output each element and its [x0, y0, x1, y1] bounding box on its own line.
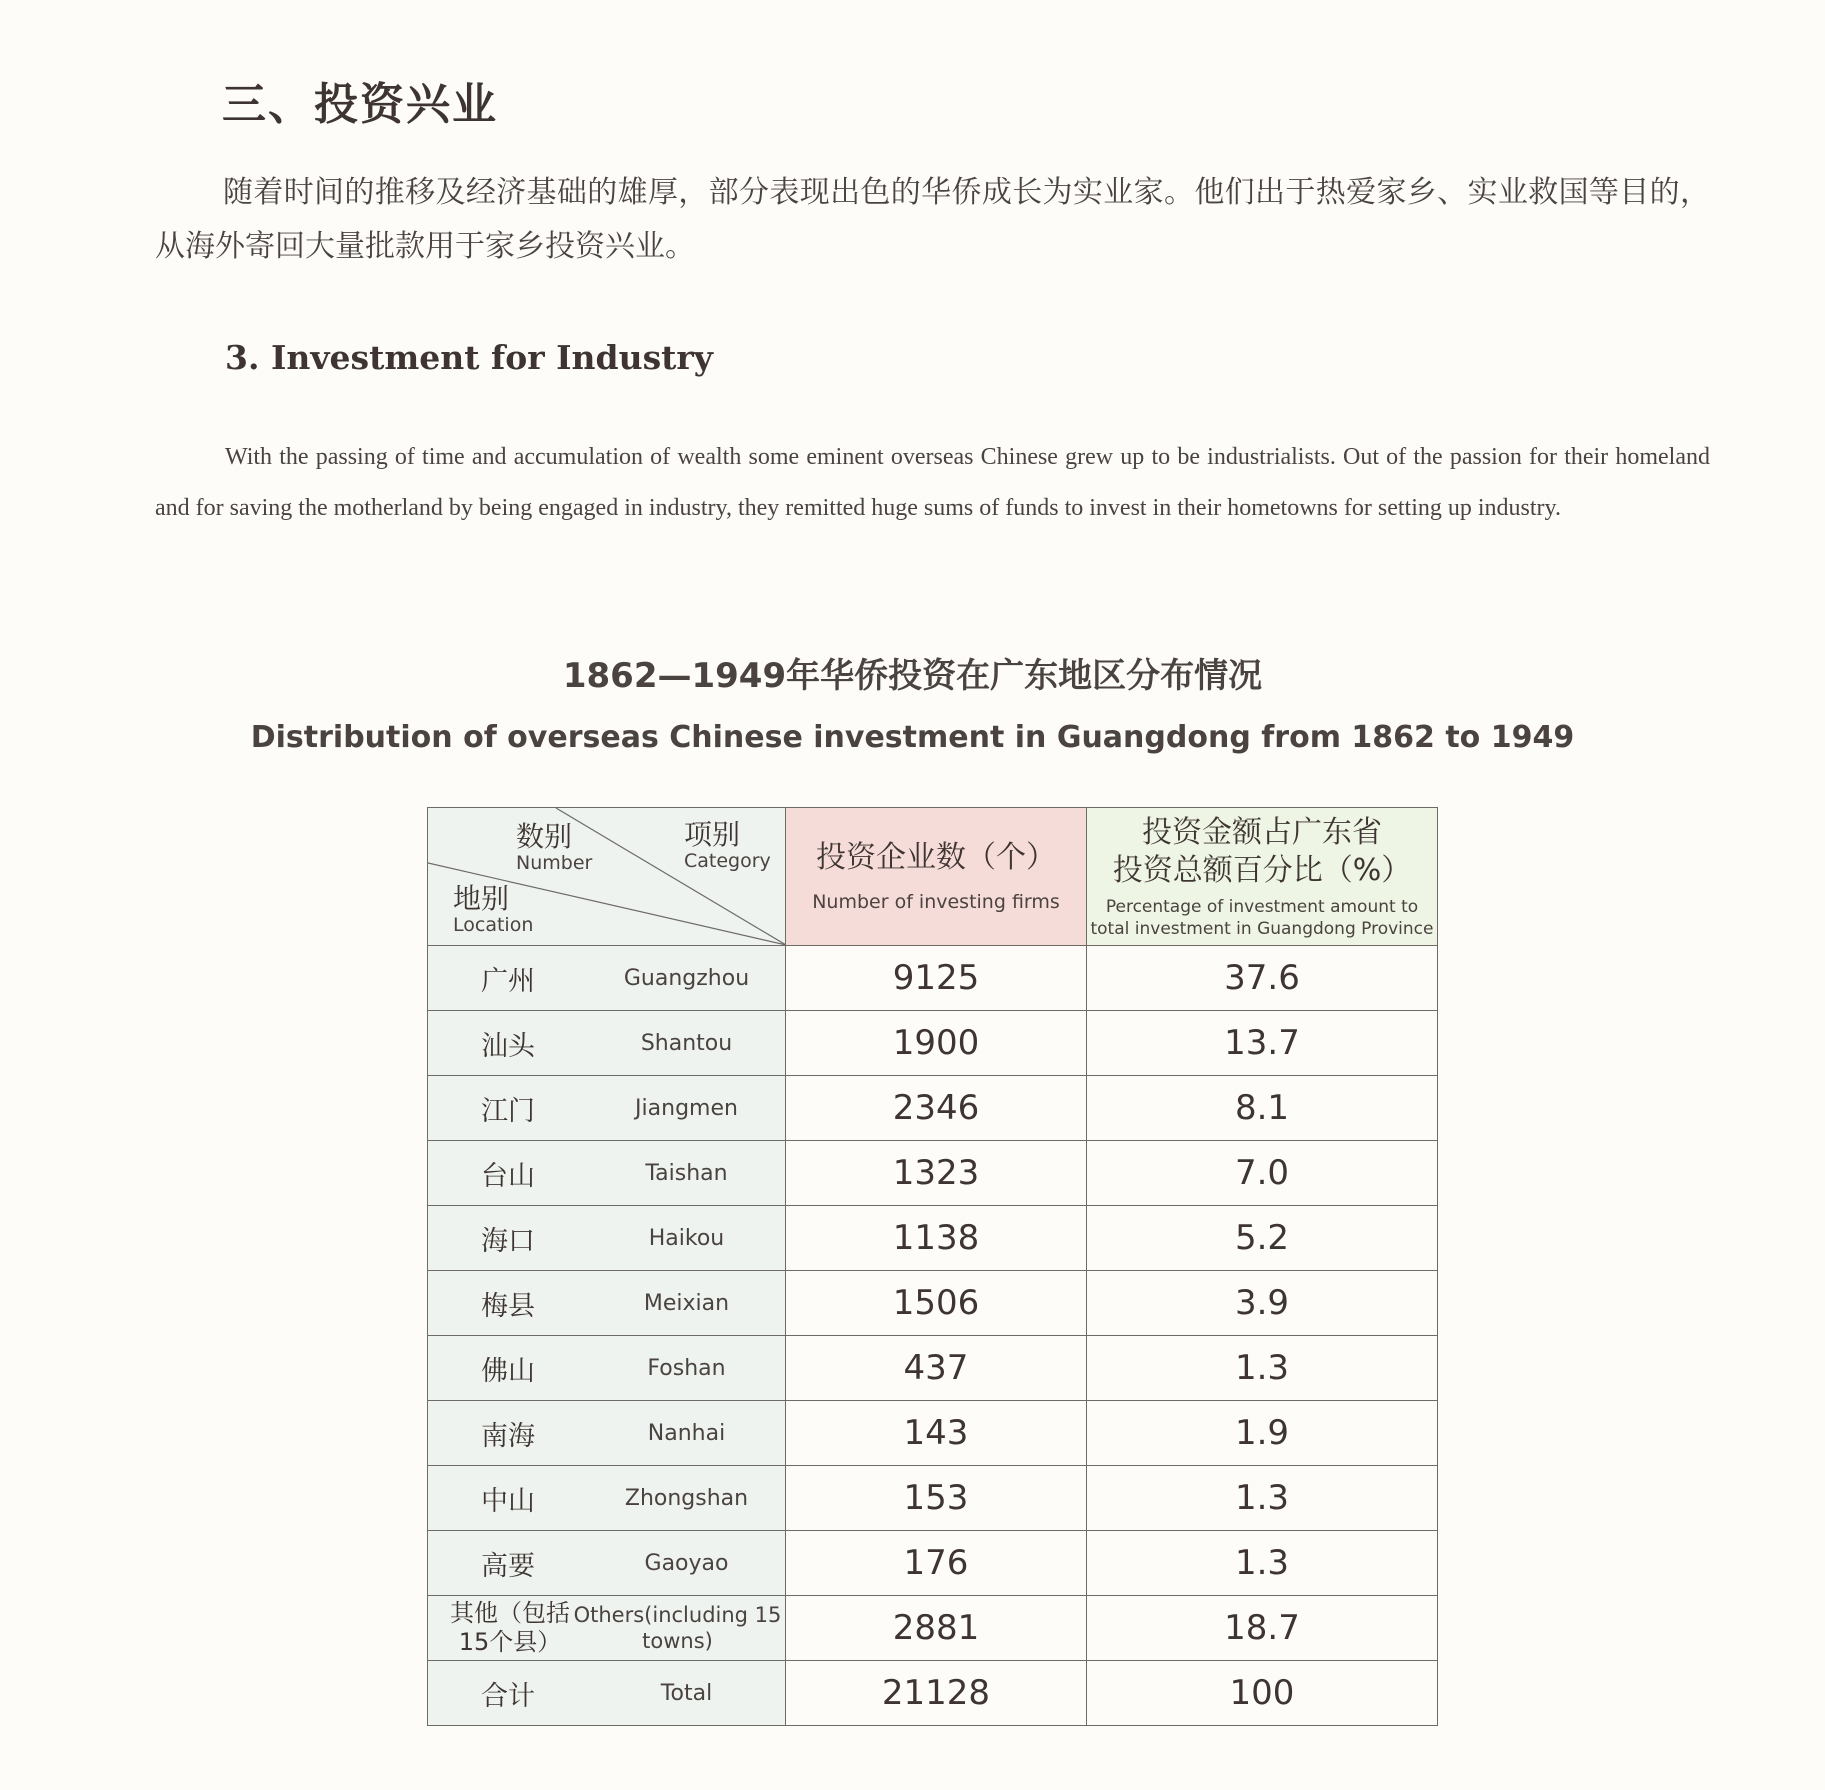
location-cell: 台山 Taishan — [428, 1141, 786, 1206]
header-investment-percentage: 投资金额占广东省 投资总额百分比（%） Percentage of investment amount to total investment in Guangdong Province — [1087, 808, 1438, 946]
percentage-cell: 7.0 — [1087, 1141, 1438, 1206]
corner-number-label: 数别 Number — [516, 820, 593, 874]
percentage-cell: 18.7 — [1087, 1596, 1438, 1661]
corner-location-label: 地别 Location — [453, 882, 534, 936]
table-row — [428, 1596, 1438, 1661]
location-cell: 汕头 Shantou — [428, 1011, 786, 1076]
percentage-cell: 1.9 — [1087, 1401, 1438, 1466]
table-row — [428, 1336, 1438, 1401]
percentage-cell: 1.3 — [1087, 1466, 1438, 1531]
location-cell: 梅县 Meixian — [428, 1271, 786, 1336]
firms-cell: 1323 — [786, 1141, 1087, 1206]
section-paragraph-cn: 随着时间的推移及经济基础的雄厚，部分表现出色的华侨成长为实业家。他们出于热爱家乡、实业救国等目的，从海外寄回大量批款用于家乡投资兴业。 — [155, 175, 1710, 264]
location-cell: 佛山 Foshan — [428, 1336, 786, 1401]
firms-cell: 1506 — [786, 1271, 1087, 1336]
table-row — [428, 1206, 1438, 1271]
firms-cell: 143 — [786, 1401, 1087, 1466]
table-title-en: Distribution of overseas Chinese investment in Guangdong from 1862 to 1949 — [250, 720, 1575, 755]
table-row — [428, 1401, 1438, 1466]
table-row-total — [428, 1661, 1438, 1726]
location-cell: 高要 Gaoyao — [428, 1531, 786, 1596]
section-heading-cn: 三、投资兴业 — [222, 79, 498, 130]
location-cell: 江门 Jiangmen — [428, 1076, 786, 1141]
table-header-row — [428, 808, 1438, 946]
percentage-cell: 3.9 — [1087, 1271, 1438, 1336]
firms-cell: 2881 — [786, 1596, 1087, 1661]
table-row — [428, 946, 1438, 1011]
section-paragraph-en: With the passing of time and accumulation of wealth some eminent overseas Chinese grew up to be industrialists. Out of the passion for their homeland and for saving the motherland by being engaged in industry, they remitted huge sums of funds to invest in their hometowns for setting up industry. — [155, 444, 1710, 521]
table-row — [428, 1466, 1438, 1531]
table-title-cn: 1862—1949年华侨投资在广东地区分布情况 — [562, 656, 1263, 696]
firms-cell: 21128 — [786, 1661, 1087, 1726]
table-row — [428, 1141, 1438, 1206]
corner-header-cell — [428, 808, 786, 946]
firms-cell: 153 — [786, 1466, 1087, 1531]
location-cell: 海口 Haikou — [428, 1206, 786, 1271]
firms-cell: 2346 — [786, 1076, 1087, 1141]
table-row — [428, 1271, 1438, 1336]
firms-cell: 1138 — [786, 1206, 1087, 1271]
percentage-cell: 1.3 — [1087, 1336, 1438, 1401]
table-row — [428, 1531, 1438, 1596]
firms-cell: 1900 — [786, 1011, 1087, 1076]
section-heading-en: 3. Investment for Industry — [225, 338, 713, 377]
firms-cell: 176 — [786, 1531, 1087, 1596]
table-row — [428, 1011, 1438, 1076]
percentage-cell: 8.1 — [1087, 1076, 1438, 1141]
percentage-cell: 37.6 — [1087, 946, 1438, 1011]
location-cell: 广州 Guangzhou — [428, 946, 786, 1011]
location-cell: 南海 Nanhai — [428, 1401, 786, 1466]
percentage-cell: 100 — [1087, 1661, 1438, 1726]
table-row — [428, 1076, 1438, 1141]
location-cell: 其他（包括15个县） Others(including 15 towns) — [428, 1596, 786, 1661]
percentage-cell: 5.2 — [1087, 1206, 1438, 1271]
investment-distribution-table — [427, 807, 1438, 1726]
location-cell: 合计 Total — [428, 1661, 786, 1726]
percentage-cell: 13.7 — [1087, 1011, 1438, 1076]
firms-cell: 437 — [786, 1336, 1087, 1401]
percentage-cell: 1.3 — [1087, 1531, 1438, 1596]
location-cell: 中山 Zhongshan — [428, 1466, 786, 1531]
corner-category-label: 项别 Category — [684, 818, 771, 872]
firms-cell: 9125 — [786, 946, 1087, 1011]
header-investing-firms: 投资企业数（个） Number of investing firms — [786, 808, 1087, 946]
